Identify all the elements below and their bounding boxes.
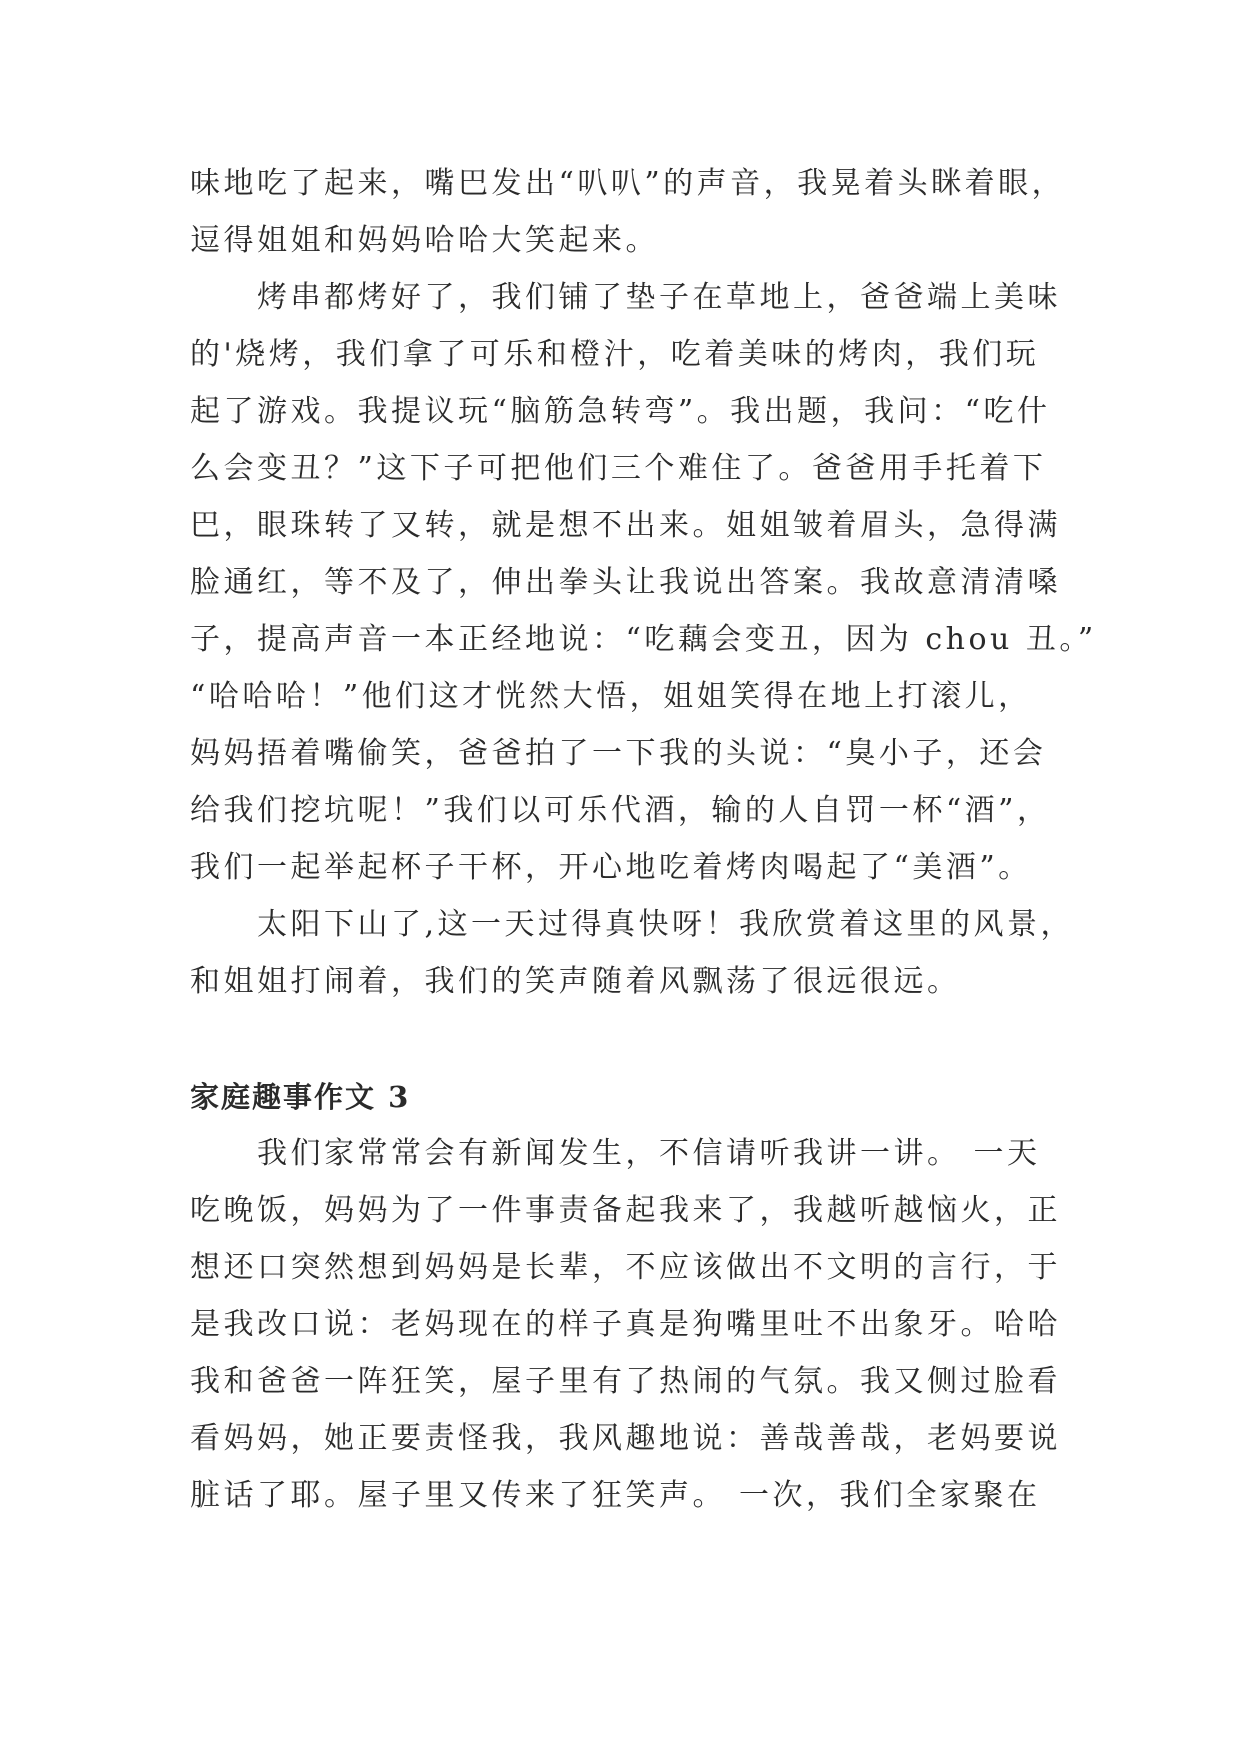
text-line: 我们一起举起杯子干杯，开心地吃着烤肉喝起了“美酒”。 xyxy=(190,850,1032,885)
text-line: “哈哈哈！”他们这才恍然大悟，姐姐笑得在地上打滚儿， xyxy=(190,679,1032,714)
text-line: 味地吃了起来，嘴巴发出“叭叭”的声音，我晃着头眯着眼， xyxy=(190,166,1066,201)
text-line: 脏话了耶。屋子里又传来了狂笑声。 一次，我们全家聚在 xyxy=(190,1478,1041,1513)
text-line: 给我们挖坑呢！”我们以可乐代酒，输的人自罚一杯“酒”， xyxy=(190,793,1051,828)
text-line: 和姐姐打闹着，我们的笑声随着风飘荡了很远很远。 xyxy=(190,964,961,999)
text-line: 巴，眼珠转了又转，就是想不出来。姐姐皱着眉头，急得满 xyxy=(190,508,1061,543)
text-line: 吃晚饭，妈妈为了一件事责备起我来了，我越听越恼火，正 xyxy=(190,1193,1061,1228)
text-line: 烤串都烤好了，我们铺了垫子在草地上，爸爸端上美味 xyxy=(190,280,1061,315)
section-title: 家庭趣事作文 3 xyxy=(190,1080,411,1114)
text-line: 我们家常常会有新闻发生，不信请听我讲一讲。 一天 xyxy=(190,1136,1041,1171)
text-line: 的'烧烤，我们拿了可乐和橙汁，吃着美味的烤肉，我们玩 xyxy=(190,337,1040,372)
text-line: 是我改口说：老妈现在的样子真是狗嘴里吐不出象牙。哈哈 xyxy=(190,1307,1061,1342)
text-line: 妈妈捂着嘴偷笑，爸爸拍了一下我的头说：“臭小子，还会 xyxy=(190,736,1047,771)
text-line: 看妈妈，她正要责怪我，我风趣地说：善哉善哉，老妈要说 xyxy=(190,1421,1061,1456)
text-line: 起了游戏。我提议玩“脑筋急转弯”。我出题，我问：“吃什 xyxy=(190,394,1051,429)
text-line: 我和爸爸一阵狂笑，屋子里有了热闹的气氛。我又侧过脸看 xyxy=(190,1364,1061,1399)
text-line: 么会变丑？”这下子可把他们三个难住了。爸爸用手托着下 xyxy=(190,451,1047,486)
text-line: 逗得姐姐和妈妈哈哈大笑起来。 xyxy=(190,223,659,258)
text-line: 子，提高声音一本正经地说：“吃藕会变丑，因为 chou 丑。” xyxy=(190,622,1097,657)
text-line: 太阳下山了,这一天过得真快呀！我欣赏着这里的风景， xyxy=(190,907,1075,942)
text-line: 想还口突然想到妈妈是长辈，不应该做出不文明的言行，于 xyxy=(190,1250,1061,1285)
text-line: 脸通红，等不及了，伸出拳头让我说出答案。我故意清清嗓 xyxy=(190,565,1061,600)
